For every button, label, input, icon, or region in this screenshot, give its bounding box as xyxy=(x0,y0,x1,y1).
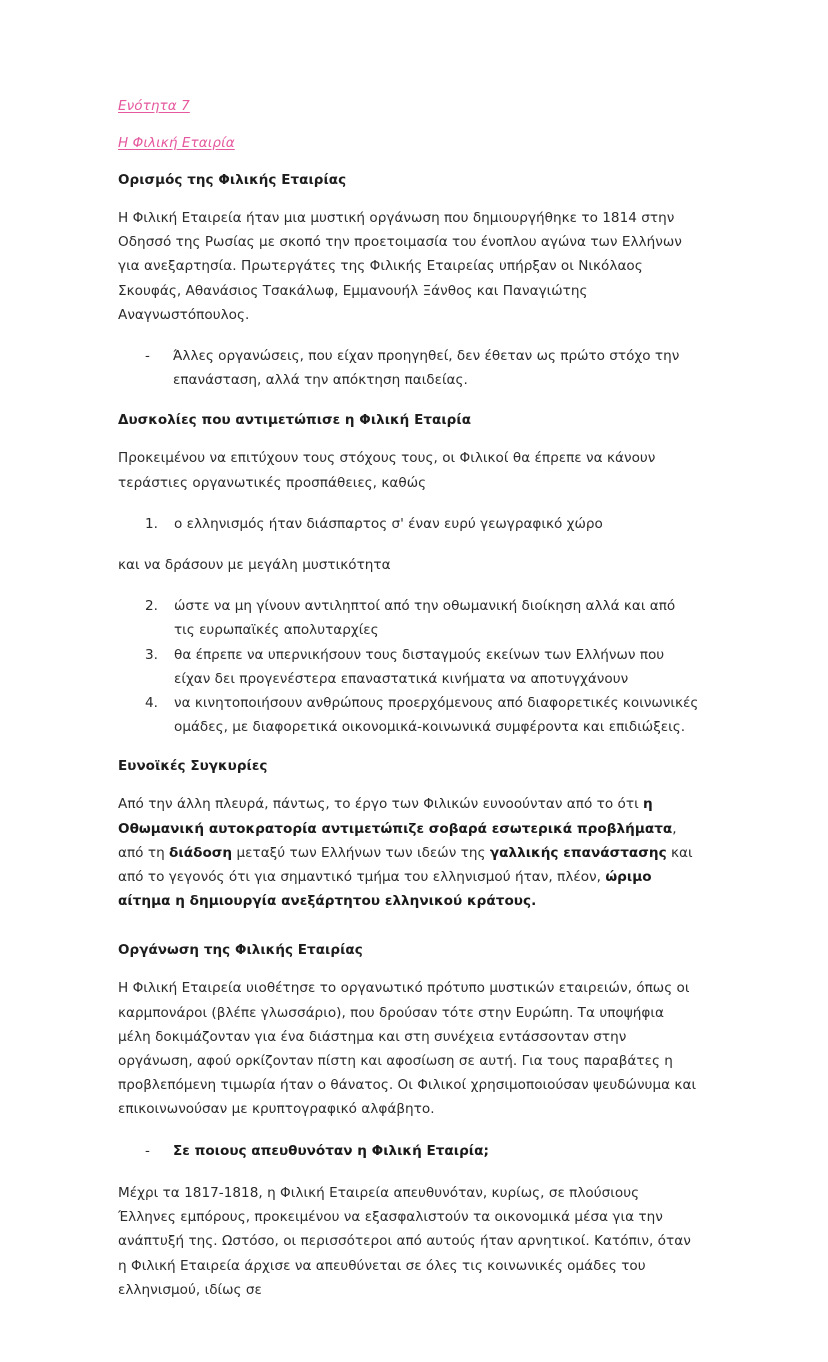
paragraph-difficulties-intro: Προκειμένου να επιτύχουν τους στόχους τους, οι Φιλικοί θα έπρεπε να κάνουν τεράστιες οργανωτικές προσπάθειες, καθώς xyxy=(118,450,656,491)
list-number-marker: 1. xyxy=(145,515,158,532)
dash-list-definition xyxy=(118,344,700,392)
list-number-marker: 2. xyxy=(145,598,158,615)
heading-definition: Ορισμός της Φιλικής Εταιρίας xyxy=(118,172,347,188)
list-item xyxy=(118,643,700,691)
heading-difficulties: Δυσκολίες που αντιμετώπισε η Φιλική Εταιρία xyxy=(118,412,472,429)
list-item-label: Άλλες οργανώσεις, που είχαν προηγηθεί, δεν έθεταν ως πρώτο στόχο την επανάσταση, αλλά την απόκτηση παιδείας. xyxy=(173,348,680,389)
text-run: , από τη xyxy=(118,820,677,861)
list-item xyxy=(118,594,700,642)
text-run: μεταξύ των Ελλήνων των ιδεών της xyxy=(232,844,490,861)
list-item-label: ώστε να μη γίνουν αντιληπτοί από την οθωμανική διοίκηση αλλά και από τις ευρωπαϊκές απολυταρχίες xyxy=(174,598,676,639)
list-item xyxy=(118,344,700,392)
paragraph-definition: Η Φιλική Εταιρεία ήταν μια μυστική οργάνωση που δημιουργήθηκε το 1814 στην Οδησσό της Ρωσίας με σκοπό την προετοιμασία του ένοπλου αγώνα των Ελλήνων για ανεξαρτησία. Πρωτεργάτες της Φιλικής Εταιρείας υπήρξαν οι Νικόλαος Σκουφάς, Αθανάσιος Τσακάλωφ, Εμμανουήλ Ξάνθος και Παναγιώτης Αναγνωστόπουλος. xyxy=(118,210,682,323)
paragraph-favourable xyxy=(118,792,700,913)
paragraph-organisation: Η Φιλική Εταιρεία υιοθέτησε το οργανωτικό πρότυπο μυστικών εταιρειών, όπως οι καρμπονάροι (βλέπε γλωσσάριο), που δρούσαν τότε στην Ευρώπη. Τα υποψήφια μέλη δοκιμάζονταν για ένα διάστημα και στη συνέχεια εντάσσονταν στην οργάνωση, αφού ορκίζονταν πίστη και αφοσίωση σε αυτή. Για τους παραβάτες η προβλεπόμενη τιμωρία ήταν ο θάνατος. Οι Φιλικοί χρησιμοποιούσαν ψευδώνυμα και επικοινωνούσαν με κρυπτογραφικό αλφάβητο. xyxy=(118,980,697,1118)
list-item xyxy=(118,1139,700,1163)
text-run-bold: διάδοση xyxy=(169,844,233,861)
paragraph-organisation-closing: Μέχρι τα 1817-1818, η Φιλική Εταιρεία απευθυνόταν, κυρίως, σε πλούσιους Έλληνες εμπόρους, προκειμένου να εξασφαλιστούν τα οικονομικά μέσα για την ανάπτυξή της. Ωστόσο, οι περισσότεροι από αυτούς ήταν αρνητικοί. Κατόπιν, όταν η Φιλική Εταιρεία άρχισε να απευθύνεται σε όλες τις κοινωνικές ομάδες του ελληνισμού, ιδίως σε xyxy=(118,1184,691,1298)
text-run-bold: γαλλικής επανάστασης xyxy=(489,844,667,861)
paragraph-difficulties-interlude: και να δράσουν με μεγάλη μυστικότητα xyxy=(118,557,391,574)
text-run: και από το γεγονός ότι για σημαντικό τμήμα του ελληνισμού ήταν, πλέον, xyxy=(118,844,693,886)
heading-favourable: Ευνοϊκές Συγκυρίες xyxy=(118,758,268,775)
numbered-list-second xyxy=(118,594,700,739)
text-run-bold: η Οθωμανική αυτοκρατορία αντιμετώπιζε σοβαρά εσωτερικά προβλήματα xyxy=(118,796,673,837)
text-run: Από την άλλη πλευρά, πάντως, το έργο των Φιλικών ευνοούνταν από το ότι xyxy=(118,796,644,813)
dash-list-organisation xyxy=(118,1139,700,1163)
text-run-bold: ώριμο αίτημα η δημιουργία ανεξάρτητου ελληνικού κράτους. xyxy=(118,869,652,910)
list-item-label: ο ελληνισμός ήταν διάσπαρτος σ' έναν ευρύ γεωγραφικό χώρο xyxy=(174,515,603,532)
unit-link-heading[interactable]: Ενότητα 7 xyxy=(118,98,190,114)
numbered-list-first xyxy=(118,512,700,536)
dash-bullet-icon: - xyxy=(145,1142,150,1159)
list-item-label: να κινητοποιήσουν ανθρώπους προερχόμενους από διαφορετικές κοινωνικές ομάδες, με διαφορετικά οικονομικά-κοινωνικά συμφέροντα και επιδιώξεις. xyxy=(174,695,699,736)
list-item xyxy=(118,691,700,739)
title-link-heading[interactable]: Η Φιλική Εταιρία xyxy=(118,135,235,151)
dash-bullet-icon: - xyxy=(145,348,150,365)
list-item-label: θα έπρεπε να υπερνικήσουν τους δισταγμούς εκείνων των Ελλήνων που είχαν δει προγενέστερα επαναστατικά κινήματα να αποτυγχάνουν xyxy=(174,646,665,687)
list-item-label: Σε ποιους απευθυνόταν η Φιλική Εταιρία; xyxy=(173,1142,489,1159)
list-number-marker: 3. xyxy=(145,646,158,663)
list-item xyxy=(118,512,700,536)
heading-organisation: Οργάνωση της Φιλικής Εταιρίας xyxy=(118,942,363,959)
list-number-marker: 4. xyxy=(145,695,158,712)
